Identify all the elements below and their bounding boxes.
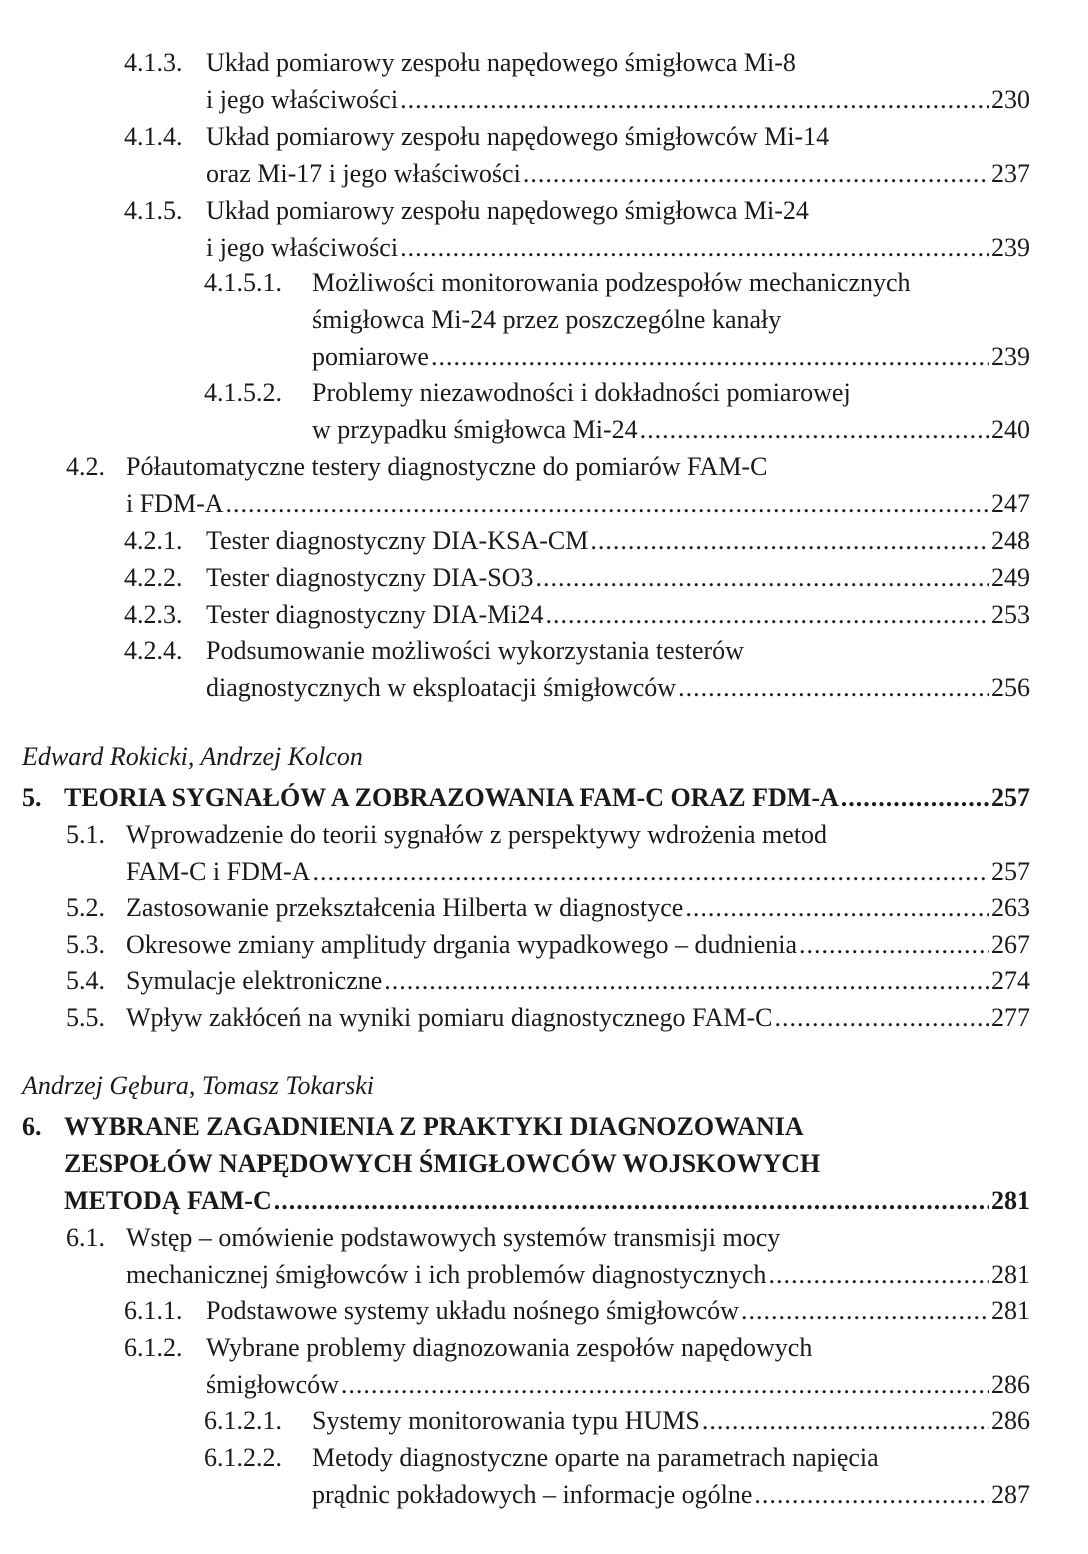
entry-title-line: Okresowe zmiany amplitudy drgania wypadkowego – dudnienia	[126, 930, 798, 959]
page-number: 237	[991, 159, 1030, 188]
leader-dots	[341, 1366, 989, 1403]
leader-dots	[678, 669, 989, 706]
page-number: 253	[991, 600, 1030, 629]
page-number: 257	[991, 783, 1030, 812]
entry-title-line: i jego właściwości	[206, 85, 399, 114]
toc-entry-5-1	[66, 816, 1030, 890]
page-number: 249	[991, 563, 1030, 592]
page-number: 239	[991, 233, 1030, 262]
entry-title-line: Problemy niezawodności i dokładności pomiarowej	[312, 378, 851, 407]
leader-dots	[640, 411, 989, 448]
entry-title-line: Tester diagnostyczny DIA-Mi24	[206, 600, 544, 629]
chapter-author: Andrzej Gębura, Tomasz Tokarski	[22, 1071, 375, 1100]
leader-dots	[274, 1182, 989, 1219]
entry-title-line: Półautomatyczne testery diagnostyczne do pomiarów FAM-C	[126, 452, 768, 481]
entry-number: 4.2.	[66, 452, 105, 481]
entry-number: 4.2.2.	[124, 563, 183, 592]
page-number: 281	[991, 1260, 1030, 1289]
entry-title-line: oraz Mi-17 i jego właściwości	[206, 159, 521, 188]
toc-entry-4-2	[66, 448, 1030, 522]
entry-number: 5.5.	[66, 1003, 105, 1032]
entry-title-line: FAM-C i FDM-A	[126, 857, 311, 886]
entry-number: 6.1.1.	[124, 1296, 183, 1325]
toc-chapter-6	[22, 1108, 1030, 1219]
entry-title-line: diagnostycznych w eksploatacji śmigłowców	[206, 673, 677, 702]
toc-entry-6-1-2-2	[204, 1439, 1030, 1513]
leader-dots	[546, 596, 989, 633]
entry-title-line: śmigłowca Mi-24 przez poszczególne kanały	[312, 305, 782, 334]
entry-number: 4.2.1.	[124, 526, 183, 555]
leader-dots	[774, 999, 989, 1036]
leader-dots	[535, 559, 989, 596]
entry-number: 6.1.	[66, 1223, 105, 1252]
entry-title-line: Wstęp – omówienie podstawowych systemów transmisji mocy	[126, 1223, 781, 1252]
toc-entry-5-4	[66, 962, 1030, 999]
leader-dots	[400, 229, 989, 266]
entry-title-line: Podstawowe systemy układu nośnego śmigłowców	[206, 1296, 739, 1325]
leader-dots	[702, 1402, 989, 1439]
toc-entry-6-1	[66, 1219, 1030, 1293]
entry-title-line: mechanicznej śmigłowców i ich problemów diagnostycznych	[126, 1260, 767, 1289]
leader-dots	[400, 81, 989, 118]
toc-entry-5-3	[66, 926, 1030, 963]
leader-dots	[754, 1476, 989, 1513]
page-number: 256	[991, 673, 1030, 702]
entry-title-line: Wpływ zakłóceń na wyniki pomiaru diagnostycznego FAM-C	[126, 1003, 773, 1032]
entry-number: 5.4.	[66, 966, 105, 995]
toc-entry-4-1-5-2	[204, 374, 1030, 448]
leader-dots	[312, 853, 989, 890]
leader-dots	[226, 485, 989, 522]
entry-title-line: Metody diagnostyczne oparte na parametrach napięcia	[312, 1443, 879, 1472]
page-number: 281	[991, 1296, 1030, 1325]
entry-number: 4.2.3.	[124, 600, 183, 629]
page-number: 257	[991, 857, 1030, 886]
toc-chapter-5	[22, 779, 1030, 816]
page-number: 277	[991, 1003, 1030, 1032]
entry-title-line: Wprowadzenie do teorii sygnałów z perspektywy wdrożenia metod	[126, 820, 828, 849]
leader-dots	[685, 889, 989, 926]
toc-entry-4-2-2	[124, 559, 1030, 596]
page-number: 287	[991, 1480, 1030, 1509]
page-number: 248	[991, 526, 1030, 555]
entry-title-line: pomiarowe	[312, 342, 429, 371]
toc-entry-5-2	[66, 889, 1030, 926]
chapter-title-line: METODĄ FAM-C	[64, 1186, 272, 1215]
chapter-title-line: TEORIA SYGNAŁÓW A ZOBRAZOWANIA FAM-C ORAZ FDM-A	[64, 783, 839, 812]
entry-number: 4.2.4.	[124, 636, 183, 665]
page-number: 286	[991, 1370, 1030, 1399]
entry-title-line: i jego właściwości	[206, 233, 399, 262]
entry-number: 5.2.	[66, 893, 105, 922]
entry-number: 4.1.4.	[124, 122, 183, 151]
entry-title-line: w przypadku śmigłowca Mi-24	[312, 415, 638, 444]
page-number: 230	[991, 85, 1030, 114]
entry-title-line: Układ pomiarowy zespołu napędowego śmigłowca Mi-24	[206, 196, 809, 225]
leader-dots	[384, 962, 989, 999]
entry-number: 6.1.2.	[124, 1333, 183, 1362]
toc-entry-4-1-5	[124, 192, 1030, 266]
entry-number: 4.1.3.	[124, 48, 183, 77]
toc-entry-4-2-1	[124, 522, 1030, 559]
leader-dots	[590, 522, 989, 559]
leader-dots	[799, 926, 989, 963]
page-number: 263	[991, 893, 1030, 922]
entry-number: 4.1.5.2.	[204, 378, 282, 407]
chapter-number: 6.	[22, 1112, 42, 1141]
page-number: 247	[991, 489, 1030, 518]
entry-number: 6.1.2.2.	[204, 1443, 282, 1472]
page-number: 267	[991, 930, 1030, 959]
entry-number: 4.1.5.1.	[204, 268, 282, 297]
page-number: 240	[991, 415, 1030, 444]
leader-dots	[768, 1256, 989, 1293]
entry-title-line: Podsumowanie możliwości wykorzystania testerów	[206, 636, 744, 665]
entry-title-line: Układ pomiarowy zespołu napędowego śmigłowca Mi-8	[206, 48, 796, 77]
entry-title-line: Możliwości monitorowania podzespołów mechanicznych	[312, 268, 911, 297]
toc-entry-4-2-4	[124, 632, 1030, 706]
leader-dots	[841, 779, 989, 816]
entry-title-line: i FDM-A	[126, 489, 224, 518]
chapter-title-line: WYBRANE ZAGADNIENIA Z PRAKTYKI DIAGNOZOWANIA	[64, 1112, 804, 1141]
page-number: 281	[991, 1186, 1030, 1215]
toc-entry-4-1-3	[124, 44, 1030, 118]
chapter-title-line: ZESPOŁÓW NAPĘDOWYCH ŚMIGŁOWCÓW WOJSKOWYCH	[64, 1149, 821, 1178]
leader-dots	[431, 338, 989, 375]
entry-title-line: Tester diagnostyczny DIA-KSA-CM	[206, 526, 589, 555]
entry-title-line: śmigłowców	[206, 1370, 339, 1399]
entry-number: 5.1.	[66, 820, 105, 849]
toc-entry-4-1-4	[124, 118, 1030, 192]
toc-entry-5-5	[66, 999, 1030, 1036]
toc-entry-6-1-2	[124, 1329, 1030, 1403]
entry-title-line: Symulacje elektroniczne	[126, 966, 383, 995]
toc-entry-4-1-5-1	[204, 264, 1030, 375]
toc-entry-6-1-1	[124, 1292, 1030, 1329]
page-number: 239	[991, 342, 1030, 371]
entry-number: 5.3.	[66, 930, 105, 959]
leader-dots	[741, 1292, 989, 1329]
page-number: 274	[991, 966, 1030, 995]
toc-entry-4-2-3	[124, 596, 1030, 633]
entry-title-line: Zastosowanie przekształcenia Hilberta w diagnostyce	[126, 893, 684, 922]
entry-title-line: Układ pomiarowy zespołu napędowego śmigłowców Mi-14	[206, 122, 830, 151]
chapter-author: Edward Rokicki, Andrzej Kolcon	[22, 742, 363, 771]
toc-entry-6-1-2-1	[204, 1402, 1030, 1439]
entry-title-line: Wybrane problemy diagnozowania zespołów napędowych	[206, 1333, 813, 1362]
page-number: 286	[991, 1406, 1030, 1435]
entry-number: 6.1.2.1.	[204, 1406, 282, 1435]
entry-title-line: prądnic pokładowych – informacje ogólne	[312, 1480, 753, 1509]
entry-title-line: Systemy monitorowania typu HUMS	[312, 1406, 700, 1435]
leader-dots	[523, 155, 989, 192]
entry-number: 4.1.5.	[124, 196, 183, 225]
entry-title-line: Tester diagnostyczny DIA-SO3	[206, 563, 534, 592]
chapter-number: 5.	[22, 783, 42, 812]
